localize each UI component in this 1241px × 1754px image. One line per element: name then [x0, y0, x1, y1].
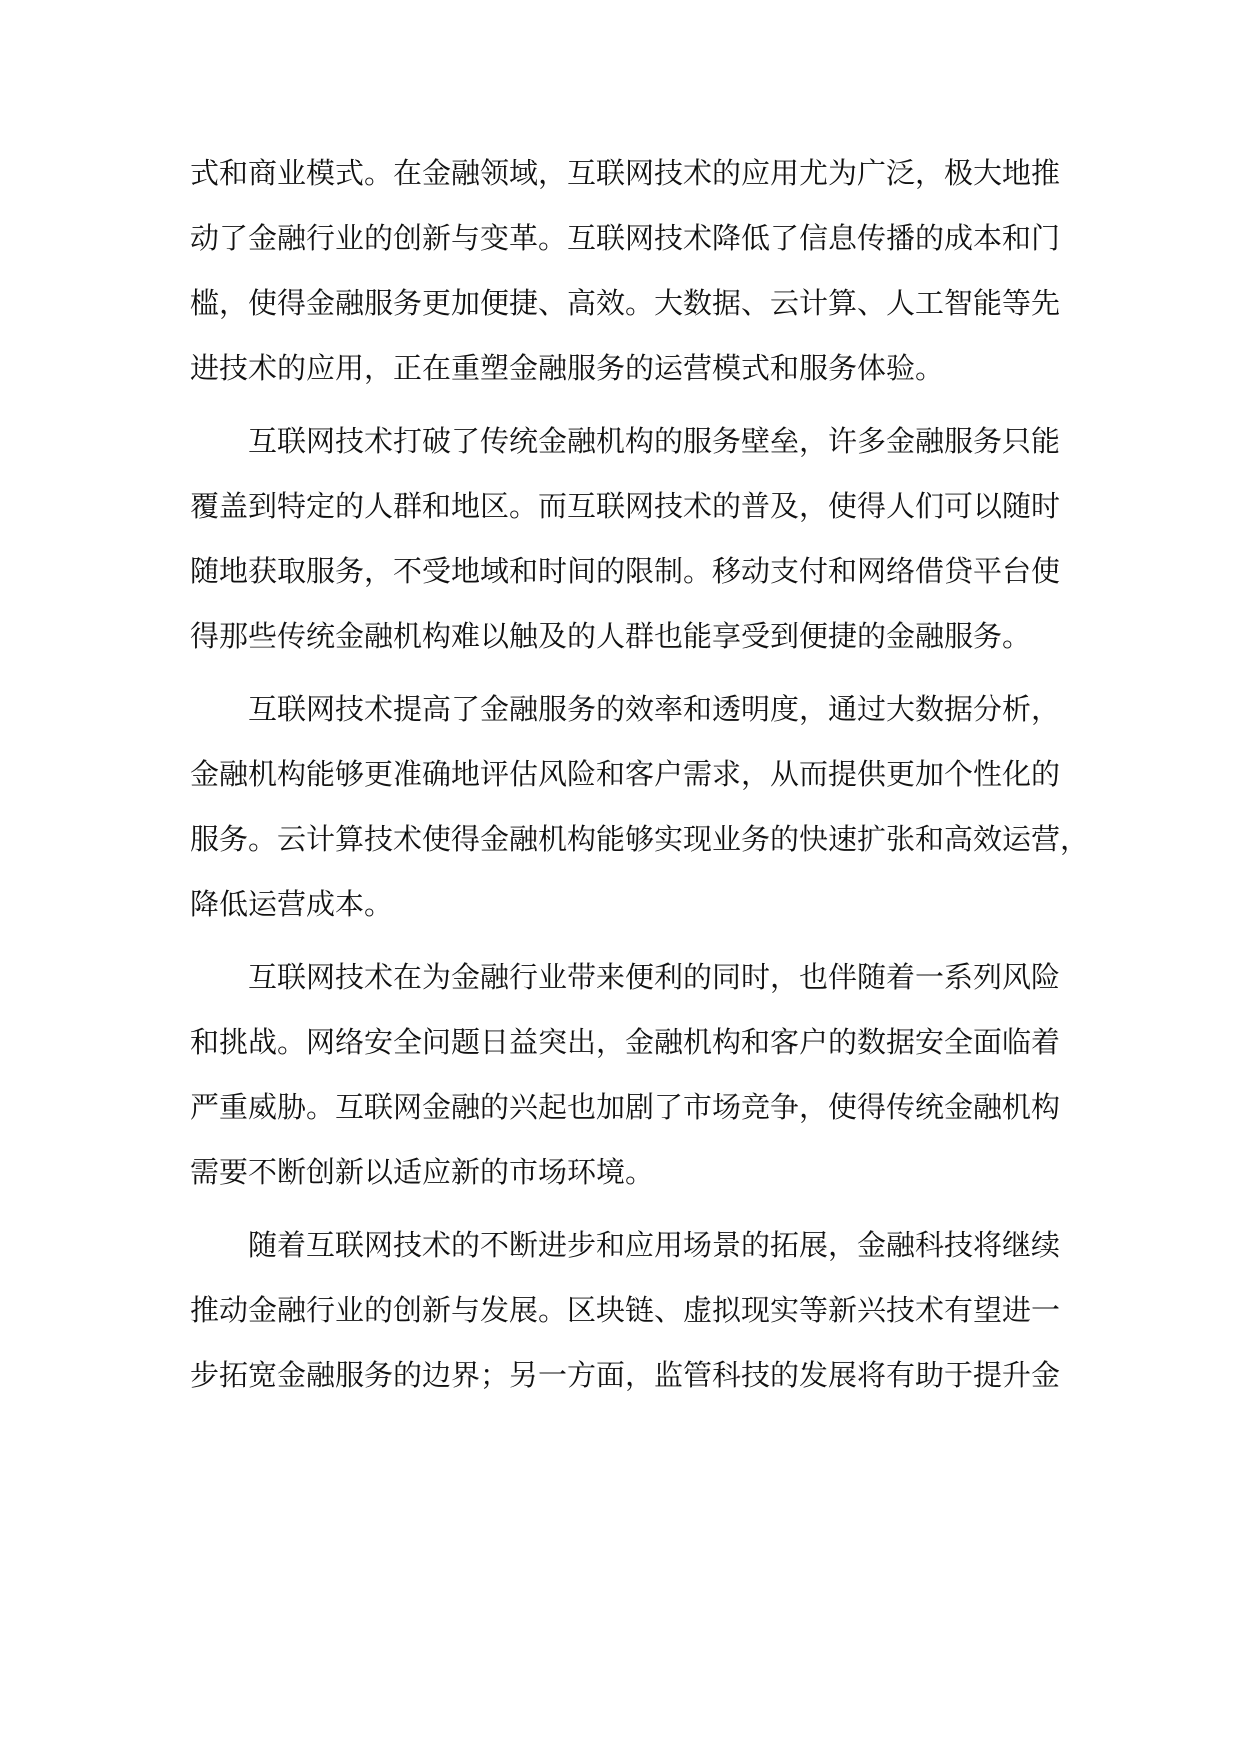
text-line: 严重威胁。互联网金融的兴起也加剧了市场竞争，使得传统金融机构: [190, 1090, 1061, 1124]
text-line: 服务。云计算技术使得金融机构能够实现业务的快速扩张和高效运营，: [190, 822, 1090, 856]
text-line: 得那些传统金融机构难以触及的人群也能享受到便捷的金融服务。: [190, 619, 1032, 653]
text-line: 互联网技术打破了传统金融机构的服务壁垒，许多金融服务只能: [248, 424, 1061, 458]
text-line: 和挑战。网络安全问题日益突出，金融机构和客户的数据安全面临着: [190, 1025, 1061, 1059]
text-line: 式和商业模式。在金融领域，互联网技术的应用尤为广泛，极大地推: [190, 156, 1061, 190]
paragraph-5: [190, 1213, 1061, 1408]
text-line: 进技术的应用，正在重塑金融服务的运营模式和服务体验。: [190, 351, 945, 385]
text-line: 步拓宽金融服务的边界；另一方面，监管科技的发展将有助于提升金: [190, 1358, 1061, 1392]
paragraph-1: [190, 141, 1061, 401]
text-line: 动了金融行业的创新与变革。互联网技术降低了信息传播的成本和门: [190, 221, 1061, 255]
text-line: 随着互联网技术的不断进步和应用场景的拓展，金融科技将继续: [248, 1228, 1061, 1262]
text-line: 推动金融行业的创新与发展。区块链、虚拟现实等新兴技术有望进一: [190, 1293, 1061, 1327]
paragraph-4: [190, 945, 1061, 1205]
text-line: 覆盖到特定的人群和地区。而互联网技术的普及，使得人们可以随时: [190, 489, 1061, 523]
text-line: 槛，使得金融服务更加便捷、高效。大数据、云计算、人工智能等先: [190, 286, 1061, 320]
body-text: [190, 141, 1090, 1408]
text-line: 互联网技术提高了金融服务的效率和透明度，通过大数据分析，: [248, 692, 1061, 726]
paragraph-3: [190, 677, 1090, 937]
text-line: 降低运营成本。: [190, 887, 394, 921]
paragraph-2: [190, 409, 1061, 669]
text-line: 需要不断创新以适应新的市场环境。: [190, 1155, 655, 1189]
text-line: 金融机构能够更准确地评估风险和客户需求，从而提供更加个性化的: [190, 757, 1061, 791]
text-line: 互联网技术在为金融行业带来便利的同时，也伴随着一系列风险: [248, 960, 1061, 994]
text-line: 随地获取服务，不受地域和时间的限制。移动支付和网络借贷平台使: [190, 554, 1061, 588]
